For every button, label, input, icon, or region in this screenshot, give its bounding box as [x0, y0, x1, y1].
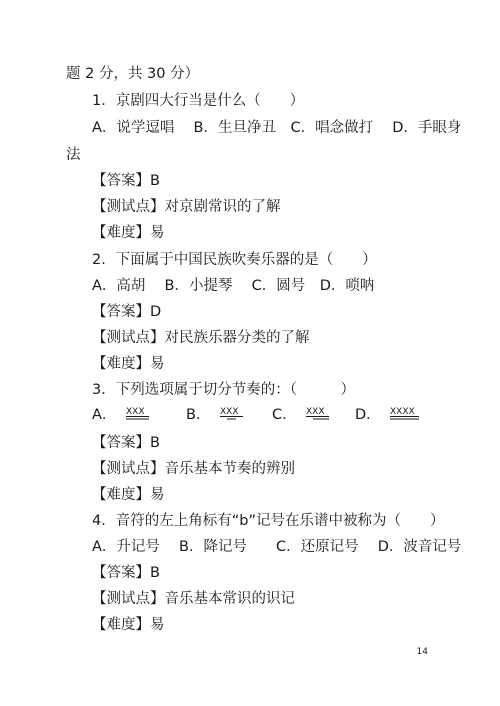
svg-text:XXX: XXX: [220, 407, 239, 417]
question-3-option-b: [186, 406, 245, 424]
question-4-options: A．升记号 B．降记号 C．还原记号 D．波音记号: [92, 539, 462, 555]
difficulty-4: 【难度】易: [92, 617, 165, 633]
svg-text:XXX: XXX: [126, 407, 145, 417]
option-d-label: D．: [355, 407, 381, 423]
answer-4: 【答案】B: [92, 565, 160, 581]
svg-text:XXX: XXX: [306, 407, 325, 417]
rhythm-notation-a: [125, 406, 151, 422]
difficulty-1: 【难度】易: [92, 225, 165, 241]
difficulty-3: 【难度】易: [92, 487, 165, 503]
rhythm-notation-d: [389, 406, 421, 422]
page-number: 14: [416, 647, 428, 657]
test-point-2: 【测试点】对民族乐器分类的了解: [92, 330, 310, 346]
question-3-option-d: [355, 406, 421, 424]
option-b-label: B．: [186, 407, 211, 423]
question-3-option-c: [272, 406, 331, 424]
difficulty-2: 【难度】易: [92, 356, 165, 372]
svg-text:XXXX: XXXX: [390, 407, 415, 417]
question-1-options: A．说学逗唱 B．生旦净丑 C．唱念做打 D．手眼身: [92, 120, 462, 136]
test-point-1: 【测试点】对京剧常识的了解: [92, 199, 281, 215]
answer-1: 【答案】B: [92, 173, 160, 189]
section-header-line: 题 2 分，共 30 分）: [66, 66, 200, 82]
rhythm-notation-b: [219, 406, 245, 422]
question-1: 1．京剧四大行当是什么（ ）: [92, 93, 305, 109]
option-c-label: C．: [272, 407, 297, 423]
question-3: 3．下列选项属于切分节奏的：（ ）: [92, 382, 355, 398]
test-point-3: 【测试点】音乐基本节奏的辨别: [92, 461, 295, 477]
question-2-options: A．高胡 B．小提琴 C．圆号 D．唢呐: [92, 278, 375, 294]
question-4: 4．音符的左上角标有“b”记号在乐谱中被称为（ ）: [92, 513, 445, 529]
question-2: 2．下面属于中国民族吹奏乐器的是（ ）: [92, 252, 377, 268]
answer-2: 【答案】D: [92, 304, 162, 320]
question-3-option-a: [92, 406, 151, 424]
question-1-options-wrap: 法: [66, 147, 81, 163]
test-point-4: 【测试点】音乐基本常识的识记: [92, 591, 295, 607]
answer-3: 【答案】B: [92, 435, 160, 451]
rhythm-notation-c: [305, 406, 331, 422]
option-a-label: A．: [92, 407, 117, 423]
